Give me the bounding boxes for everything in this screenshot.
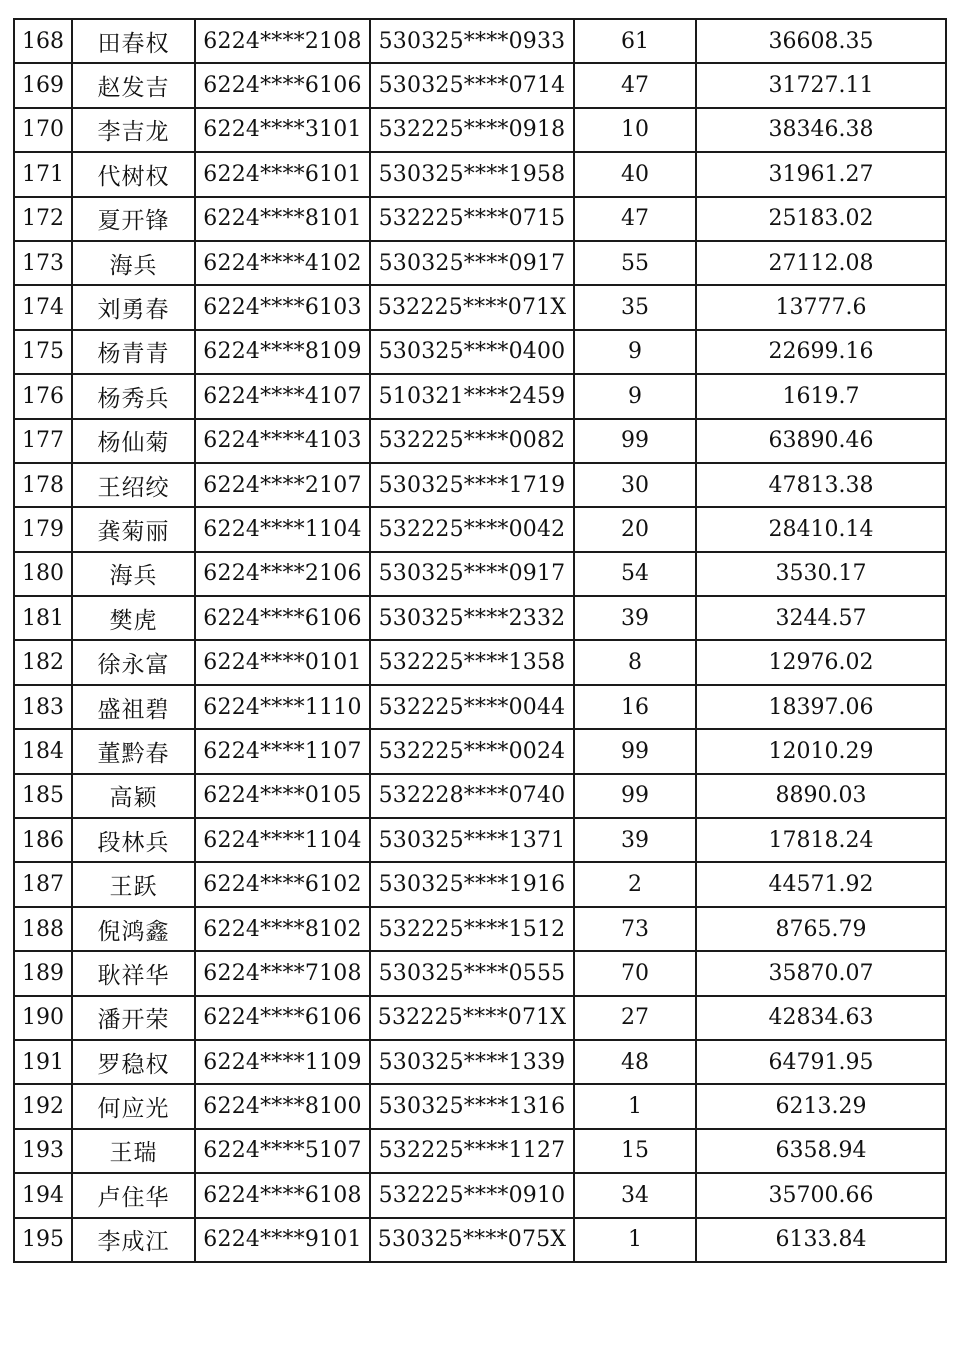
count-value: 1 (574, 1218, 696, 1262)
table-row (14, 862, 946, 906)
masked-card-number: 6224****8101 (195, 197, 370, 241)
masked-id-number: 532225****0024 (370, 729, 574, 773)
masked-id-number: 530325****0714 (370, 63, 574, 107)
person-name: 何应光 (72, 1084, 195, 1128)
person-name: 夏开锋 (72, 197, 195, 241)
masked-id-number: 530325****1371 (370, 818, 574, 862)
person-name: 潘开荣 (72, 996, 195, 1040)
masked-id-number: 530325****0917 (370, 552, 574, 596)
amount-value: 27112.08 (696, 241, 946, 285)
row-number: 174 (14, 285, 72, 329)
amount-value: 47813.38 (696, 463, 946, 507)
masked-card-number: 6224****0105 (195, 774, 370, 818)
table-row (14, 330, 946, 374)
row-number: 179 (14, 507, 72, 551)
row-number: 178 (14, 463, 72, 507)
masked-id-number: 530325****075X (370, 1218, 574, 1262)
masked-id-number: 530325****1339 (370, 1040, 574, 1084)
row-number: 194 (14, 1173, 72, 1217)
count-value: 40 (574, 152, 696, 196)
masked-id-number: 532225****0082 (370, 419, 574, 463)
masked-id-number: 532225****071X (370, 285, 574, 329)
masked-card-number: 6224****4103 (195, 419, 370, 463)
table-body (14, 19, 946, 1262)
table-row (14, 1084, 946, 1128)
row-number: 168 (14, 19, 72, 63)
masked-card-number: 6224****6103 (195, 285, 370, 329)
table-row (14, 596, 946, 640)
records-table (13, 18, 947, 1263)
masked-id-number: 530325****0400 (370, 330, 574, 374)
count-value: 54 (574, 552, 696, 596)
count-value: 73 (574, 907, 696, 951)
count-value: 99 (574, 419, 696, 463)
amount-value: 12010.29 (696, 729, 946, 773)
row-number: 190 (14, 996, 72, 1040)
table-row (14, 241, 946, 285)
person-name: 徐永富 (72, 640, 195, 684)
count-value: 39 (574, 596, 696, 640)
masked-id-number: 530325****1958 (370, 152, 574, 196)
count-value: 20 (574, 507, 696, 551)
count-value: 9 (574, 330, 696, 374)
person-name: 卢住华 (72, 1173, 195, 1217)
count-value: 35 (574, 285, 696, 329)
count-value: 10 (574, 108, 696, 152)
person-name: 代树权 (72, 152, 195, 196)
masked-id-number: 532225****1358 (370, 640, 574, 684)
row-number: 193 (14, 1129, 72, 1173)
masked-card-number: 6224****2108 (195, 19, 370, 63)
amount-value: 31961.27 (696, 152, 946, 196)
person-name: 海兵 (72, 552, 195, 596)
person-name: 杨仙菊 (72, 419, 195, 463)
person-name: 李成江 (72, 1218, 195, 1262)
masked-card-number: 6224****6102 (195, 862, 370, 906)
amount-value: 38346.38 (696, 108, 946, 152)
table-row (14, 63, 946, 107)
table-row (14, 197, 946, 241)
row-number: 177 (14, 419, 72, 463)
person-name: 王瑞 (72, 1129, 195, 1173)
amount-value: 44571.92 (696, 862, 946, 906)
amount-value: 36608.35 (696, 19, 946, 63)
amount-value: 3244.57 (696, 596, 946, 640)
row-number: 169 (14, 63, 72, 107)
person-name: 倪鸿鑫 (72, 907, 195, 951)
amount-value: 8765.79 (696, 907, 946, 951)
row-number: 191 (14, 1040, 72, 1084)
masked-card-number: 6224****2107 (195, 463, 370, 507)
table-row (14, 552, 946, 596)
row-number: 195 (14, 1218, 72, 1262)
count-value: 9 (574, 374, 696, 418)
masked-card-number: 6224****8109 (195, 330, 370, 374)
row-number: 186 (14, 818, 72, 862)
table-row (14, 108, 946, 152)
row-number: 182 (14, 640, 72, 684)
masked-card-number: 6224****5107 (195, 1129, 370, 1173)
masked-id-number: 532225****0910 (370, 1173, 574, 1217)
masked-id-number: 532225****0044 (370, 685, 574, 729)
count-value: 8 (574, 640, 696, 684)
count-value: 99 (574, 774, 696, 818)
amount-value: 42834.63 (696, 996, 946, 1040)
person-name: 高颖 (72, 774, 195, 818)
table-row (14, 1040, 946, 1084)
count-value: 16 (574, 685, 696, 729)
masked-id-number: 510321****2459 (370, 374, 574, 418)
amount-value: 64791.95 (696, 1040, 946, 1084)
masked-id-number: 532225****1512 (370, 907, 574, 951)
masked-card-number: 6224****3101 (195, 108, 370, 152)
masked-id-number: 530325****0933 (370, 19, 574, 63)
amount-value: 8890.03 (696, 774, 946, 818)
count-value: 30 (574, 463, 696, 507)
masked-card-number: 6224****2106 (195, 552, 370, 596)
masked-card-number: 6224****6106 (195, 63, 370, 107)
amount-value: 35870.07 (696, 951, 946, 995)
table-row (14, 818, 946, 862)
masked-card-number: 6224****9101 (195, 1218, 370, 1262)
row-number: 188 (14, 907, 72, 951)
masked-card-number: 6224****1104 (195, 507, 370, 551)
amount-value: 1619.7 (696, 374, 946, 418)
table-row (14, 285, 946, 329)
masked-card-number: 6224****8102 (195, 907, 370, 951)
row-number: 189 (14, 951, 72, 995)
count-value: 48 (574, 1040, 696, 1084)
person-name: 王跃 (72, 862, 195, 906)
masked-id-number: 530325****0917 (370, 241, 574, 285)
table-row (14, 463, 946, 507)
count-value: 1 (574, 1084, 696, 1128)
document-page (13, 18, 945, 1263)
table-row (14, 640, 946, 684)
row-number: 176 (14, 374, 72, 418)
person-name: 李吉龙 (72, 108, 195, 152)
count-value: 15 (574, 1129, 696, 1173)
person-name: 盛祖碧 (72, 685, 195, 729)
count-value: 27 (574, 996, 696, 1040)
person-name: 海兵 (72, 241, 195, 285)
masked-id-number: 532225****0715 (370, 197, 574, 241)
row-number: 175 (14, 330, 72, 374)
masked-card-number: 6224****1109 (195, 1040, 370, 1084)
masked-card-number: 6224****1107 (195, 729, 370, 773)
row-number: 170 (14, 108, 72, 152)
amount-value: 28410.14 (696, 507, 946, 551)
table-row (14, 19, 946, 63)
person-name: 罗稳权 (72, 1040, 195, 1084)
masked-card-number: 6224****0101 (195, 640, 370, 684)
row-number: 181 (14, 596, 72, 640)
person-name: 段林兵 (72, 818, 195, 862)
masked-card-number: 6224****4102 (195, 241, 370, 285)
amount-value: 6133.84 (696, 1218, 946, 1262)
table-row (14, 419, 946, 463)
count-value: 99 (574, 729, 696, 773)
row-number: 173 (14, 241, 72, 285)
amount-value: 17818.24 (696, 818, 946, 862)
masked-id-number: 532225****071X (370, 996, 574, 1040)
table-row (14, 1173, 946, 1217)
masked-card-number: 6224****7108 (195, 951, 370, 995)
masked-card-number: 6224****6101 (195, 152, 370, 196)
amount-value: 25183.02 (696, 197, 946, 241)
masked-id-number: 530325****2332 (370, 596, 574, 640)
masked-card-number: 6224****1104 (195, 818, 370, 862)
table-row (14, 951, 946, 995)
masked-card-number: 6224****6106 (195, 596, 370, 640)
masked-id-number: 530325****1719 (370, 463, 574, 507)
count-value: 34 (574, 1173, 696, 1217)
row-number: 184 (14, 729, 72, 773)
table-row (14, 1129, 946, 1173)
masked-card-number: 6224****4107 (195, 374, 370, 418)
masked-card-number: 6224****8100 (195, 1084, 370, 1128)
person-name: 龚菊丽 (72, 507, 195, 551)
row-number: 187 (14, 862, 72, 906)
amount-value: 18397.06 (696, 685, 946, 729)
row-number: 180 (14, 552, 72, 596)
count-value: 47 (574, 197, 696, 241)
table-row (14, 729, 946, 773)
count-value: 70 (574, 951, 696, 995)
person-name: 王绍绞 (72, 463, 195, 507)
table-row (14, 685, 946, 729)
masked-id-number: 530325****1316 (370, 1084, 574, 1128)
count-value: 2 (574, 862, 696, 906)
count-value: 47 (574, 63, 696, 107)
person-name: 耿祥华 (72, 951, 195, 995)
row-number: 171 (14, 152, 72, 196)
amount-value: 31727.11 (696, 63, 946, 107)
person-name: 杨青青 (72, 330, 195, 374)
person-name: 刘勇春 (72, 285, 195, 329)
amount-value: 63890.46 (696, 419, 946, 463)
table-row (14, 374, 946, 418)
masked-id-number: 530325****1916 (370, 862, 574, 906)
person-name: 赵发吉 (72, 63, 195, 107)
count-value: 55 (574, 241, 696, 285)
amount-value: 3530.17 (696, 552, 946, 596)
masked-card-number: 6224****6108 (195, 1173, 370, 1217)
masked-card-number: 6224****1110 (195, 685, 370, 729)
table-row (14, 152, 946, 196)
masked-id-number: 530325****0555 (370, 951, 574, 995)
count-value: 39 (574, 818, 696, 862)
amount-value: 6213.29 (696, 1084, 946, 1128)
table-row (14, 1218, 946, 1262)
row-number: 183 (14, 685, 72, 729)
table-row (14, 907, 946, 951)
masked-id-number: 532225****0918 (370, 108, 574, 152)
row-number: 172 (14, 197, 72, 241)
masked-card-number: 6224****6106 (195, 996, 370, 1040)
person-name: 樊虎 (72, 596, 195, 640)
amount-value: 6358.94 (696, 1129, 946, 1173)
masked-id-number: 532228****0740 (370, 774, 574, 818)
person-name: 杨秀兵 (72, 374, 195, 418)
count-value: 61 (574, 19, 696, 63)
person-name: 田春权 (72, 19, 195, 63)
row-number: 192 (14, 1084, 72, 1128)
table-row (14, 507, 946, 551)
amount-value: 12976.02 (696, 640, 946, 684)
amount-value: 13777.6 (696, 285, 946, 329)
masked-id-number: 532225****0042 (370, 507, 574, 551)
person-name: 董黔春 (72, 729, 195, 773)
amount-value: 35700.66 (696, 1173, 946, 1217)
table-row (14, 774, 946, 818)
table-row (14, 996, 946, 1040)
amount-value: 22699.16 (696, 330, 946, 374)
masked-id-number: 532225****1127 (370, 1129, 574, 1173)
row-number: 185 (14, 774, 72, 818)
